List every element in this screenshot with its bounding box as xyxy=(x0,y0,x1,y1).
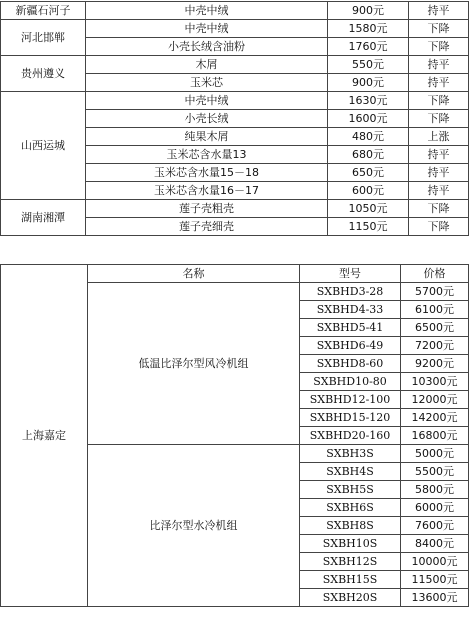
price-cell: 9200元 xyxy=(401,355,469,373)
table-row xyxy=(1,2,469,20)
price-cell: 14200元 xyxy=(401,409,469,427)
column-header-name: 名称 xyxy=(88,265,300,283)
model-cell: SXBH6S xyxy=(300,499,401,517)
trend-cell: 持平 xyxy=(409,74,469,92)
table-row xyxy=(1,200,469,218)
price-cell: 550元 xyxy=(328,56,409,74)
group-name-cell: 低温比泽尔型风冷机组 xyxy=(88,283,300,445)
model-cell: SXBH10S xyxy=(300,535,401,553)
trend-cell: 下降 xyxy=(409,92,469,110)
table-row xyxy=(1,56,469,74)
trend-cell: 持平 xyxy=(409,164,469,182)
price-cell: 5000元 xyxy=(401,445,469,463)
region-cell: 上海嘉定 xyxy=(1,265,88,607)
price-table-regional-body xyxy=(1,2,469,236)
model-cell: SXBH3S xyxy=(300,445,401,463)
product-cell: 小壳长绒含油粉 xyxy=(86,38,328,56)
trend-cell: 下降 xyxy=(409,110,469,128)
model-cell: SXBHD4-33 xyxy=(300,301,401,319)
price-cell: 1150元 xyxy=(328,218,409,236)
model-cell: SXBHD6-49 xyxy=(300,337,401,355)
price-cell: 7200元 xyxy=(401,337,469,355)
price-cell: 900元 xyxy=(328,2,409,20)
price-cell: 5700元 xyxy=(401,283,469,301)
model-cell: SXBHD5-41 xyxy=(300,319,401,337)
product-cell: 玉米芯 xyxy=(86,74,328,92)
trend-cell: 上涨 xyxy=(409,128,469,146)
trend-cell: 下降 xyxy=(409,200,469,218)
price-cell: 900元 xyxy=(328,74,409,92)
model-cell: SXBHD8-60 xyxy=(300,355,401,373)
model-cell: SXBHD10-80 xyxy=(300,373,401,391)
table-row xyxy=(1,20,469,38)
model-cell: SXBH4S xyxy=(300,463,401,481)
price-table-equipment-body xyxy=(1,265,469,607)
price-cell: 12000元 xyxy=(401,391,469,409)
model-cell: SXBHD3-28 xyxy=(300,283,401,301)
price-table-regional xyxy=(0,1,469,236)
price-cell: 1630元 xyxy=(328,92,409,110)
table-row xyxy=(1,92,469,110)
product-cell: 木屑 xyxy=(86,56,328,74)
price-cell: 1580元 xyxy=(328,20,409,38)
price-cell: 6100元 xyxy=(401,301,469,319)
group-name-cell: 比泽尔型水冷机组 xyxy=(88,445,300,607)
product-cell: 玉米芯含水量15－18 xyxy=(86,164,328,182)
product-cell: 玉米芯含水量16－17 xyxy=(86,182,328,200)
product-cell: 莲子壳粗壳 xyxy=(86,200,328,218)
region-cell: 河北邯郸 xyxy=(1,20,86,56)
model-cell: SXBHD12-100 xyxy=(300,391,401,409)
price-cell: 11500元 xyxy=(401,571,469,589)
price-cell: 6000元 xyxy=(401,499,469,517)
model-cell: SXBH5S xyxy=(300,481,401,499)
price-cell: 7600元 xyxy=(401,517,469,535)
product-cell: 玉米芯含水量13 xyxy=(86,146,328,164)
price-cell: 480元 xyxy=(328,128,409,146)
price-cell: 16800元 xyxy=(401,427,469,445)
price-cell: 10300元 xyxy=(401,373,469,391)
product-cell: 莲子壳细壳 xyxy=(86,218,328,236)
model-cell: SXBH8S xyxy=(300,517,401,535)
price-cell: 1760元 xyxy=(328,38,409,56)
price-cell: 1050元 xyxy=(328,200,409,218)
product-cell: 中壳中绒 xyxy=(86,92,328,110)
price-cell: 680元 xyxy=(328,146,409,164)
price-cell: 650元 xyxy=(328,164,409,182)
model-cell: SXBHD20-160 xyxy=(300,427,401,445)
product-cell: 纯果木屑 xyxy=(86,128,328,146)
column-header-price: 价格 xyxy=(401,265,469,283)
price-cell: 5500元 xyxy=(401,463,469,481)
trend-cell: 持平 xyxy=(409,2,469,20)
model-cell: SXBH15S xyxy=(300,571,401,589)
trend-cell: 下降 xyxy=(409,38,469,56)
price-cell: 1600元 xyxy=(328,110,409,128)
model-cell: SXBH20S xyxy=(300,589,401,607)
price-table-equipment xyxy=(0,264,469,607)
trend-cell: 下降 xyxy=(409,20,469,38)
trend-cell: 下降 xyxy=(409,218,469,236)
price-cell: 10000元 xyxy=(401,553,469,571)
price-cell: 6500元 xyxy=(401,319,469,337)
region-cell: 湖南湘潭 xyxy=(1,200,86,236)
price-cell: 8400元 xyxy=(401,535,469,553)
trend-cell: 持平 xyxy=(409,182,469,200)
region-cell: 贵州遵义 xyxy=(1,56,86,92)
trend-cell: 持平 xyxy=(409,146,469,164)
region-cell: 新疆石河子 xyxy=(1,2,86,20)
product-cell: 小壳长绒 xyxy=(86,110,328,128)
product-cell: 中壳中绒 xyxy=(86,2,328,20)
price-cell: 600元 xyxy=(328,182,409,200)
price-cell: 5800元 xyxy=(401,481,469,499)
price-cell: 13600元 xyxy=(401,589,469,607)
model-cell: SXBHD15-120 xyxy=(300,409,401,427)
product-cell: 中壳中绒 xyxy=(86,20,328,38)
trend-cell: 持平 xyxy=(409,56,469,74)
table-header-row xyxy=(1,265,469,283)
region-cell: 山西运城 xyxy=(1,92,86,200)
table-gap xyxy=(0,249,468,264)
model-cell: SXBH12S xyxy=(300,553,401,571)
column-header-model: 型号 xyxy=(300,265,401,283)
